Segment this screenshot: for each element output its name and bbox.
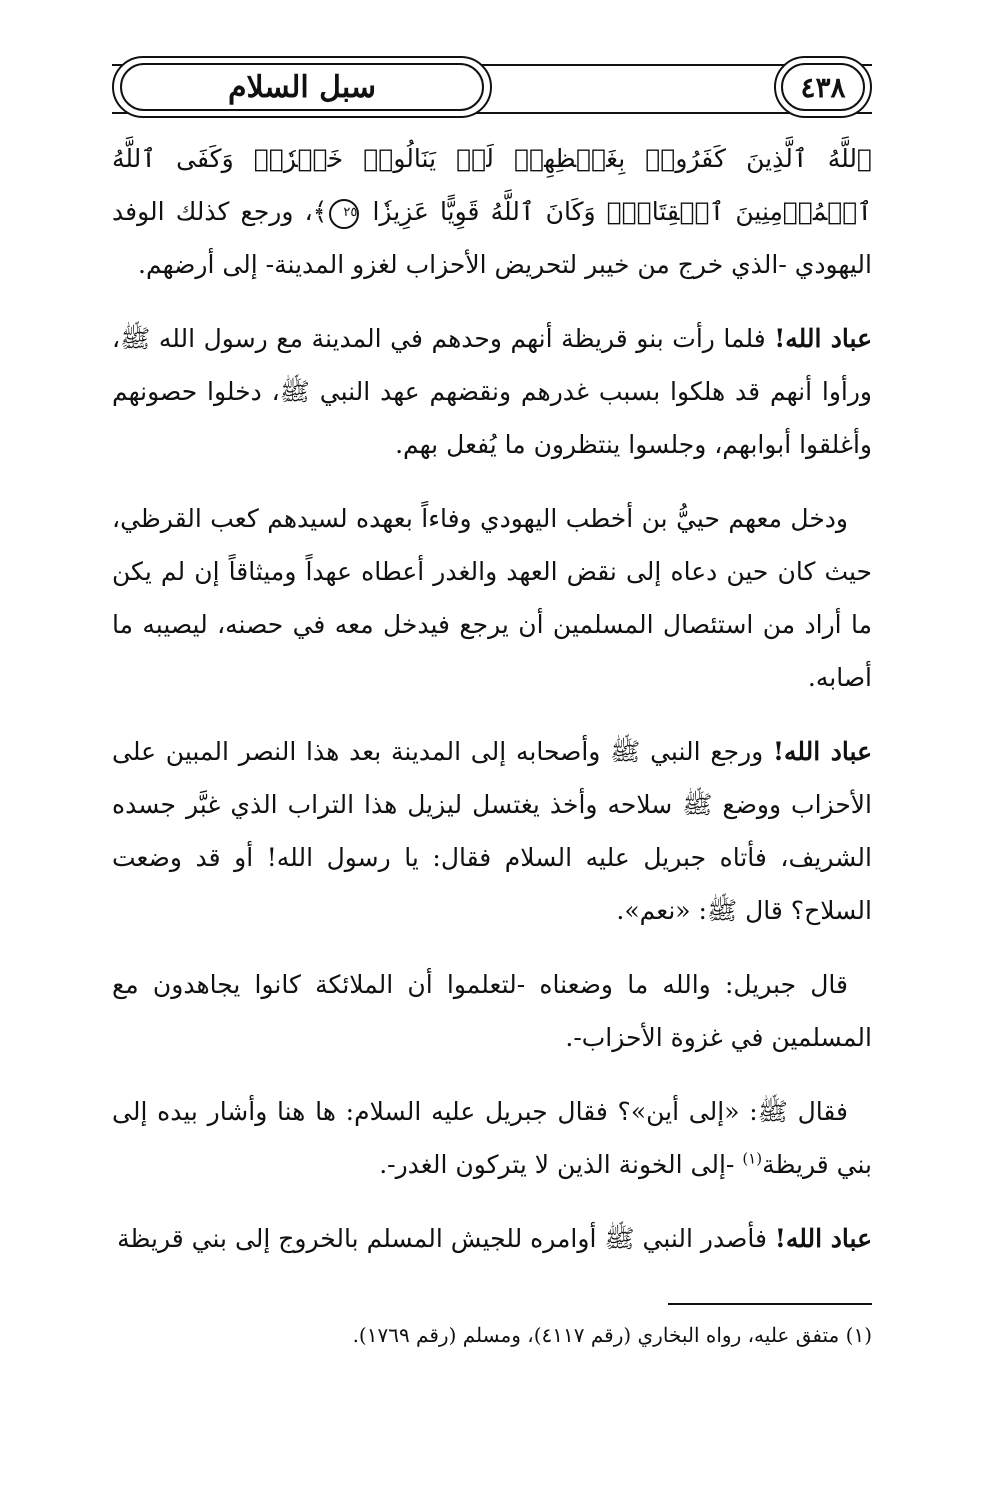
title-frame [112, 56, 492, 118]
paragraph-2 [112, 312, 872, 471]
paragraph-6 [112, 1085, 872, 1191]
paragraph-text: قال جبريل: والله ما وضعناه -لتعلموا أن الملائكة كانوا يجاهدون مع المسلمين في غزوة الأحزاب-. [112, 970, 872, 1052]
paragraph-3 [112, 492, 872, 704]
paragraph-lead: عباد الله! [774, 324, 872, 353]
page-header [112, 52, 872, 124]
verse-end-marker: ٢٥ [329, 199, 359, 229]
main-text [112, 132, 872, 1265]
paragraph-text: فلما رأت بنو قريظة أنهم وحدهم في المدينة مع رسول الله ﷺ، ورأوا أنهم قد هلكوا بسبب غدرهم ونقضهم عهد النبي ﷺ، دخلوا حصونهم وأغلقوا أبوابهم، وجلسوا ينتظرون ما يُفعل بهم. [112, 324, 872, 459]
footnote-reference[interactable]: (١) [742, 1149, 763, 1168]
paragraph-text: فقال ﷺ: «إلى أين»؟ فقال جبريل عليه السلام: ها هنا وأشار بيده إلى بني قريظة [112, 1097, 872, 1179]
page-number-frame [774, 56, 872, 118]
title-frame-inner [120, 63, 484, 111]
paragraph-text: -إلى الخونة الذين لا يتركون الغدر-. [379, 1150, 743, 1179]
paragraph-1 [112, 132, 872, 291]
footnote: (١) متفق عليه، رواه البخاري (رقم ٤١١٧)، ومسلم (رقم ١٧٦٩). [352, 1323, 872, 1347]
paragraph-lead: عباد الله! [773, 737, 872, 766]
paragraph-text: ودخل معهم حييُّ بن أخطب اليهودي وفاءاً بعهده لسيدهم كعب القرظي، حيث كان حين دعاه إلى نقض العهد والغدر أعطاه عهداً وميثاقاً إن لم يكن ما أراد من استئصال المسلمين أن يرجع فيدخل معه في حصنه، ليصيبه ما أصابه. [112, 504, 872, 692]
paragraph-4 [112, 725, 872, 937]
page-number-frame-inner [781, 63, 865, 111]
paragraph-lead: عباد الله! [774, 1224, 872, 1253]
paragraph-text: فأصدر النبي ﷺ أوامره للجيش المسلم بالخروج إلى بني قريظة [117, 1224, 775, 1253]
page-number: ٤٣٨ [800, 70, 846, 104]
paragraph-5 [112, 958, 872, 1064]
paragraph-7 [112, 1212, 872, 1265]
book-title: سبل السلام [227, 69, 377, 105]
paragraph-text: ﴾، ورجع كذلك الوفد اليهودي -الذي خرج من خيبر لتحريض الأحزاب لغزو المدينة- إلى أرضهم. [112, 197, 872, 279]
footnote-separator [668, 1303, 872, 1305]
quran-verse: ﭐﻟﻠَّﻪُ ٱلَّذِينَ كَفَرُوا۟ بِغَيۡظِهِمۡ لَمۡ يَنَالُوا۟ خَيۡرٗاۚ وَكَفَى ٱللَّهُ ٱلۡمُؤۡمِنِينَ ٱلۡقِتَالَۚ وَكَانَ ٱللَّهُ قَوِيًّا عَزِيزٗا [112, 144, 872, 226]
paragraph-text: ورجع النبي ﷺ وأصحابه إلى المدينة بعد هذا النصر المبين على الأحزاب ووضع ﷺ سلاحه وأخذ يغتسل ليزيل هذا التراب الذي غبَّر جسده الشريف، فأتاه جبريل عليه السلام فقال: يا رسول الله! أو قد وضعت السلاح؟ قال ﷺ: «نعم». [112, 737, 872, 925]
